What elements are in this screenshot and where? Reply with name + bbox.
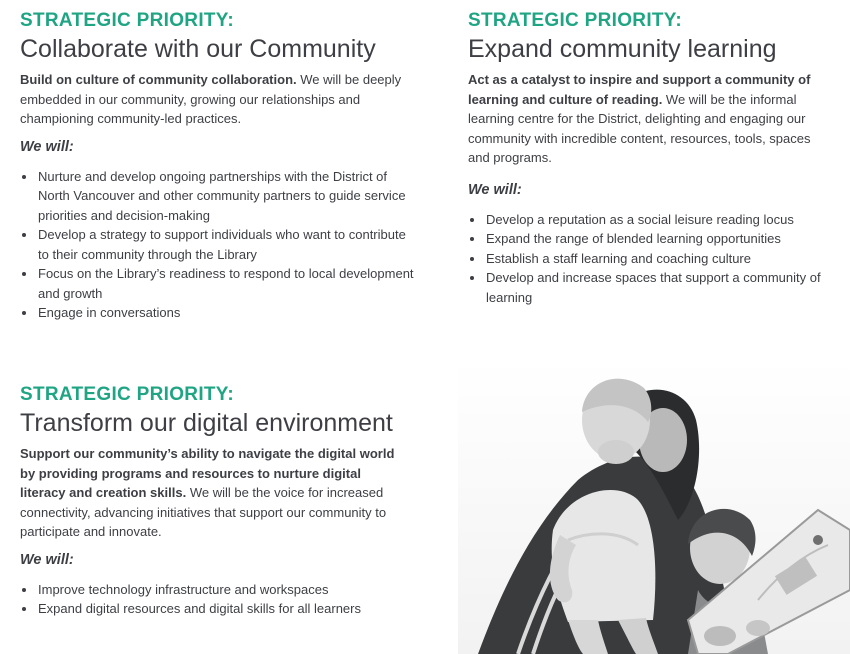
list-item: Engage in conversations bbox=[20, 303, 420, 323]
list-item: Nurture and develop ongoing partnerships with the District of North Vancouver and other community partners to guide service priorities and decision-making bbox=[20, 167, 420, 226]
section-title: Transform our digital environment bbox=[20, 409, 393, 437]
we-will-label: We will: bbox=[20, 138, 74, 155]
list-item: Improve technology infrastructure and workspaces bbox=[20, 580, 410, 600]
list-item: Develop a strategy to support individuals who want to contribute to their community through the Library bbox=[20, 225, 420, 264]
section-eyebrow: STRATEGIC PRIORITY: bbox=[468, 10, 682, 31]
priority-learning bbox=[468, 10, 828, 307]
section-eyebrow: STRATEGIC PRIORITY: bbox=[20, 384, 234, 405]
section-intro bbox=[20, 444, 410, 542]
section-title: Expand community learning bbox=[468, 35, 777, 63]
we-will-label: We will: bbox=[20, 551, 74, 568]
list-item: Expand digital resources and digital skills for all learners bbox=[20, 599, 410, 619]
intro-bold: Support our community’s ability to navigate the digital world by providing programs and resources to nurture digital literacy and creation skills. bbox=[20, 446, 395, 500]
list-item: Develop a reputation as a social leisure reading locus bbox=[468, 210, 828, 230]
intro-bold: Build on culture of community collaboration. bbox=[20, 72, 297, 87]
intro-bold: Act as a catalyst to inspire and support a community of learning and culture of reading. bbox=[468, 72, 811, 107]
family-reading-photo bbox=[458, 360, 850, 654]
list-item: Expand the range of blended learning opportunities bbox=[468, 229, 828, 249]
intro-rest: We will be deeply embedded in our community, growing our relationships and championing community-led practices. bbox=[20, 72, 402, 126]
intro-rest: We will be the informal learning centre for the District, delighting and engaging our community with incredible content, resources, tools, spaces and programs. bbox=[468, 91, 811, 165]
priority-collaborate bbox=[20, 10, 420, 323]
list-item: Focus on the Library’s readiness to respond to local development and growth bbox=[20, 264, 420, 303]
section-intro bbox=[468, 70, 828, 168]
list-item: Develop and increase spaces that support a community of learning bbox=[468, 268, 828, 307]
section-eyebrow: STRATEGIC PRIORITY: bbox=[20, 10, 234, 31]
intro-rest: We will be the voice for increased connectivity, advancing initiatives that support our community to participate and innovate. bbox=[20, 485, 387, 539]
bullet-list bbox=[20, 167, 420, 323]
section-title: Collaborate with our Community bbox=[20, 35, 376, 63]
we-will-label: We will: bbox=[468, 181, 522, 198]
list-item: Establish a staff learning and coaching culture bbox=[468, 249, 828, 269]
section-intro bbox=[20, 70, 420, 129]
bullet-list bbox=[468, 210, 828, 308]
priority-digital bbox=[20, 384, 410, 619]
bullet-list bbox=[20, 580, 410, 619]
